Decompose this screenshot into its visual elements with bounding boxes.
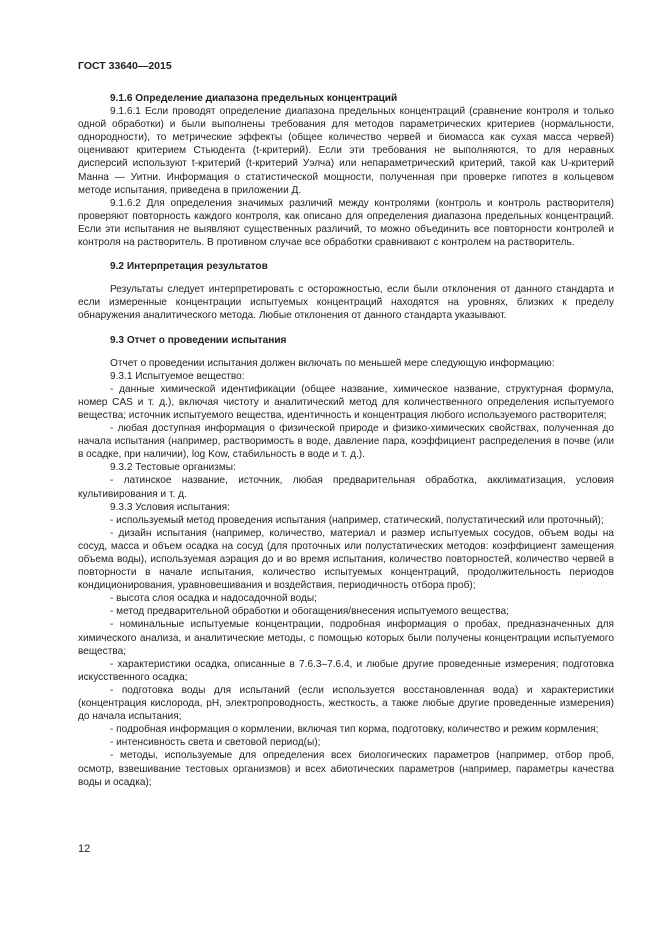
section-heading-9-3: 9.3 Отчет о проведении испытания <box>110 334 287 346</box>
list-item: - данные химической идентификации (общее название, химическое название, структурная формула, номер CAS и т. д.), включая чистоту и аналитический метод для количественного определения испытуемого вещества; источник испытуемого вещества, идентичность и концентрация любого используемого растворителя; <box>78 383 614 421</box>
list-item: - высота слоя осадка и надосадочной воды; <box>110 593 317 605</box>
section-heading-9-1-6: 9.1.6 Определение диапазона предельных концентраций <box>110 93 398 104</box>
list-item: - используемый метод проведения испытания (например, статический, полустатический или проточный); <box>110 514 604 526</box>
section-heading-9-2: 9.2 Интерпретация результатов <box>110 261 268 273</box>
paragraph-9-1-6-2: 9.1.6.2 Для определения значимых различий между контролями (контроль и контроль растворителя) проверяют повторность каждого контроля, как описано для определения диапазона предельных концентраций. Если эти испытания не выявляют существенных различий, то можно объединить все повторности контролей и контроля на растворитель. В противном случае все обработки сравнивают с контролем на растворитель. <box>78 197 614 249</box>
list-item: - методы, используемые для определения всех биологических параметров (например, отбор проб, осмотр, взвешивание тестовых организмов) и всех абиотических параметров (например, параметры качества воды и осадка); <box>78 750 614 788</box>
list-item: - подготовка воды для испытаний (если используется восстановленная вода) и характеристики (концентрация кислорода, pH, электропроводность, жесткость, а также любые другие проведенные измерения) до начала испытания; <box>78 684 614 723</box>
list-item: - характеристики осадка, описанные в 7.6.3–7.6.4, и любые другие проведенные измерения; подготовка искусственного осадка; <box>78 658 614 683</box>
page-content <box>78 92 614 789</box>
list-item: - номинальные испытуемые концентрации, подробная информация о пробах, предназначенных для химического анализа, и аналитические методы, с помощью которых были получены концентрации испытуемого вещества; <box>78 619 614 657</box>
page-number: 12 <box>78 843 91 855</box>
list-item: - интенсивность света и световой период(ы); <box>110 737 321 749</box>
subsection-9-3-1: 9.3.1 Испытуемое вещество: <box>110 370 245 382</box>
list-item: - метод предварительной обработки и обогащения/внесения испытуемого вещества; <box>110 606 509 618</box>
list-item: - дизайн испытания (например, количество, материал и размер испытуемых сосудов, объем воды на сосуд, масса и объем осадка на сосуд (для проточных или полустатических методов: коэффициент замещения объема воды), используемая аэрация до и во время испытания, количество повторностей, количество червей в повторности в начале испытания, количество испытуемых концентраций, продолжительность периодов кондиционирования, уравновешивания и воздействия, периодичность отбора проб); <box>78 527 614 592</box>
document-code: ГОСТ 33640—2015 <box>78 60 172 72</box>
list-item: - любая доступная информация о физической природе и физико-химических свойствах, полученная до начала испытания (например, растворимость в воде, давление пара, коэффициент распределения в почве (или в осадке, при наличии), log Kow, стабильность в воде и т. д.). <box>78 423 614 461</box>
paragraph-9-3-intro: Отчет о проведении испытания должен включать по меньшей мере следующую информацию: <box>110 357 555 369</box>
list-item: - латинское название, источник, любая предварительная обработка, акклиматизация, условия культивирования и т. д. <box>78 475 614 500</box>
list-item: - подробная информация о кормлении, включая тип корма, подготовку, количество и режим кормления; <box>110 724 599 736</box>
paragraph-9-1-6-1: 9.1.6.1 Если проводят определение диапазона предельных концентраций (сравнение контроля и только одной обработки) и были выполнены требования для методов параметрических критериев (нормальности, однородности), то метрические эффекты (общее количество червей и биомасса как сухая масса червей) оценивают критерием Стьюдента (t-критерий). Если эти требования не выполняются, то для неравных дисперсий используют t-критерий (t-критерий Уэлча) или непараметрический критерий, такой как U-критерий Манна — Уитни. Информация о статистической мощности, полученная при проверке гипотез в кольцевом методе испытания, приведена в приложении Д. <box>78 106 614 196</box>
subsection-9-3-3: 9.3.3 Условия испытания: <box>110 501 230 513</box>
subsection-9-3-2: 9.3.2 Тестовые организмы: <box>110 462 236 474</box>
paragraph-9-2: Результаты следует интерпретировать с осторожностью, если были отклонения от данного стандарта и если измеренные концентрации испытуемых концентраций находятся на уровнях, близких к пределу обнаружения аналитического метода. Любые отклонения от данного стандарта указывают. <box>78 284 614 322</box>
